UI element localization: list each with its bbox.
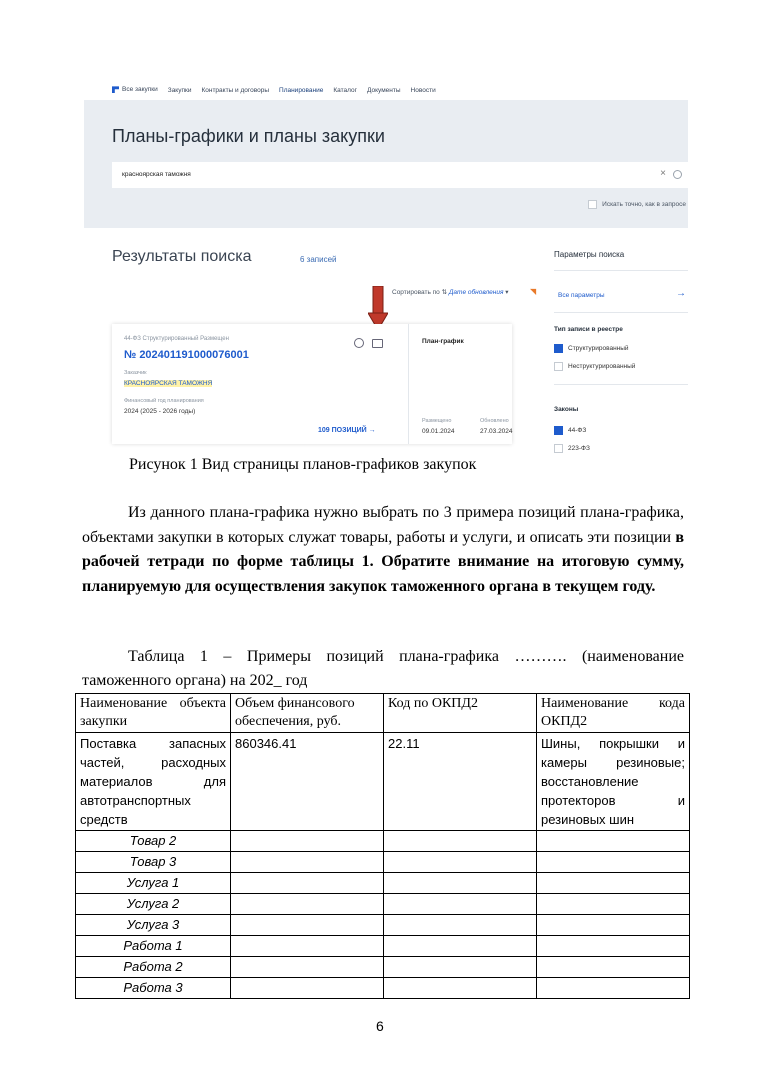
table-cell: Поставка запасных частей, расходных материалов для автотранспортных средств: [76, 733, 231, 831]
published-date: 09.01.2024: [422, 428, 455, 435]
table-cell: [231, 978, 384, 999]
table-cell: [231, 831, 384, 852]
clear-icon[interactable]: ×: [660, 168, 666, 179]
table-caption: Таблица 1 – Примеры позиций плана-графика ………. (наименование таможенного органа) на 202_ год: [82, 648, 684, 689]
table-cell: [537, 894, 690, 915]
exact-search-option[interactable]: [588, 200, 686, 209]
table-cell: [384, 831, 537, 852]
customer-label: Заказчик: [124, 370, 147, 376]
positions-table: [75, 693, 690, 999]
table-cell: [231, 894, 384, 915]
checkbox[interactable]: [554, 362, 563, 371]
row-label: Работа 3: [76, 978, 231, 999]
table-row: [76, 733, 690, 831]
header-cell: Код по ОКПД2: [384, 694, 537, 733]
table-cell: [231, 915, 384, 936]
table-cell: [384, 873, 537, 894]
record-type-option[interactable]: Неструктурированный: [554, 362, 635, 371]
all-params-link[interactable]: Все параметры: [558, 292, 605, 299]
updated-label: Обновлено: [480, 418, 509, 424]
period-label: Финансовый год планирования: [124, 398, 204, 404]
paragraph-bold-text: в рабочей тетради по форме таблицы 1. Обратите внимание на итоговую сумму, планируемую для осуществления закупок таможенного органа в текущем году.: [82, 528, 684, 595]
search-hero: [84, 100, 688, 228]
sort-value[interactable]: Дате обновления: [448, 289, 504, 296]
table-cell: [384, 936, 537, 957]
sidebar-divider: [554, 270, 688, 271]
table-row: [76, 873, 690, 894]
table-cell: [231, 873, 384, 894]
row-label: Услуга 3: [76, 915, 231, 936]
table-cell: [231, 957, 384, 978]
table-cell: 22.11: [384, 733, 537, 831]
header-cell: Объем финансового обеспечения, руб.: [231, 694, 384, 733]
row-label: Работа 2: [76, 957, 231, 978]
rss-icon[interactable]: ◥: [530, 287, 537, 296]
table-cell: [537, 873, 690, 894]
customer-link[interactable]: КРАСНОЯРСКАЯ ТАМОЖНЯ: [124, 380, 213, 387]
table-row: [76, 831, 690, 852]
table-header-row: [76, 694, 690, 733]
table-cell: [384, 894, 537, 915]
website-screenshot: [84, 72, 688, 454]
results-count: 6 записей: [300, 255, 337, 264]
table-cell: [231, 852, 384, 873]
page-title: Планы-графики и планы закупки: [112, 126, 385, 146]
table-cell: Шины, покрышки и камеры резиновые; восстановление протекторов и резиновых шин: [537, 733, 690, 831]
nav-item-catalog[interactable]: Каталог: [333, 86, 358, 94]
page-number: 6: [376, 1018, 384, 1034]
row-label: Товар 3: [76, 852, 231, 873]
header-cell: Наименование кода ОКПД2: [537, 694, 690, 733]
table-cell: [537, 957, 690, 978]
plan-type: План-график: [422, 338, 464, 345]
card-meta: 44-ФЗ Структурированный Размещен: [124, 336, 229, 342]
table-cell: 860346.41: [231, 733, 384, 831]
paragraph-text: Из данного плана-графика нужно выбрать по 3 примера позиций плана-графика, объектами закупки в которых служат товары, работы и услуги, и описать эти позиции: [82, 504, 684, 546]
sidebar-title: Параметры поиска: [554, 250, 625, 259]
row-label: Работа 1: [76, 936, 231, 957]
row-label: Услуга 1: [76, 873, 231, 894]
table-row: [76, 894, 690, 915]
row-label: Товар 2: [76, 831, 231, 852]
print-icon[interactable]: [372, 339, 383, 348]
exact-search-checkbox[interactable]: [588, 200, 597, 209]
nav-item-purchases[interactable]: Закупки: [167, 86, 192, 94]
exact-search-label: Искать точно, как в запросе: [602, 201, 686, 208]
table-cell: [384, 978, 537, 999]
plan-number[interactable]: № 202401191000076001: [124, 349, 249, 361]
updated-date: 27.03.2024: [480, 428, 513, 435]
law-option[interactable]: 44-ФЗ: [554, 426, 586, 435]
nav-item-news[interactable]: Новости: [410, 86, 436, 94]
checkbox-checked[interactable]: [554, 344, 563, 353]
nav-item-documents[interactable]: Документы: [367, 86, 401, 94]
table-cell: [384, 915, 537, 936]
search-value: красноярская таможня: [122, 171, 191, 178]
search-icon[interactable]: [673, 170, 682, 179]
sidebar-divider: [554, 312, 688, 313]
checkbox-checked[interactable]: [554, 426, 563, 435]
sidebar-divider: [554, 384, 688, 385]
laws-heading: Законы: [554, 406, 579, 413]
top-navigation: [112, 82, 436, 102]
arrow-right-icon[interactable]: →: [676, 288, 686, 299]
instruction-paragraph: [82, 501, 684, 599]
nav-item-all[interactable]: Все закупки: [112, 86, 158, 97]
plan-card[interactable]: [112, 324, 512, 444]
card-divider: [408, 324, 409, 444]
logo-icon: [112, 86, 119, 93]
table-cell: [384, 957, 537, 978]
checkbox[interactable]: [554, 444, 563, 453]
record-type-option[interactable]: Структурированный: [554, 344, 629, 353]
info-icon[interactable]: [354, 338, 364, 348]
table-row: [76, 978, 690, 999]
table-row: [76, 915, 690, 936]
table-cell: [537, 978, 690, 999]
sort-label: Сортировать по: [392, 289, 440, 296]
search-input[interactable]: [112, 162, 688, 188]
header-cell: Наименование объекта закупки: [76, 694, 231, 733]
figure-caption: Рисунок 1 Вид страницы планов-графиков закупок: [129, 456, 477, 473]
table-row: [76, 936, 690, 957]
table-row: [76, 957, 690, 978]
table-cell: [537, 915, 690, 936]
nav-item-planning[interactable]: Планирование: [279, 87, 323, 98]
record-type-heading: Тип записи в реестре: [554, 326, 623, 333]
row-label: Услуга 2: [76, 894, 231, 915]
table-cell: [537, 831, 690, 852]
published-label: Размещено: [422, 418, 452, 424]
positions-link[interactable]: 109 ПОЗИЦИЙ →: [318, 427, 376, 434]
nav-item-contracts[interactable]: Контракты и договоры: [201, 86, 270, 94]
law-option[interactable]: 223-ФЗ: [554, 444, 590, 453]
results-title: Результаты поиска: [112, 248, 252, 265]
sort-control[interactable]: Сортировать по ⇅ Дате обновления ▾: [392, 289, 509, 296]
table-row: [76, 852, 690, 873]
table-cell: [537, 936, 690, 957]
table-cell: [537, 852, 690, 873]
table-cell: [231, 936, 384, 957]
period-value: 2024 (2025 - 2026 годы): [124, 408, 196, 415]
table-cell: [384, 852, 537, 873]
